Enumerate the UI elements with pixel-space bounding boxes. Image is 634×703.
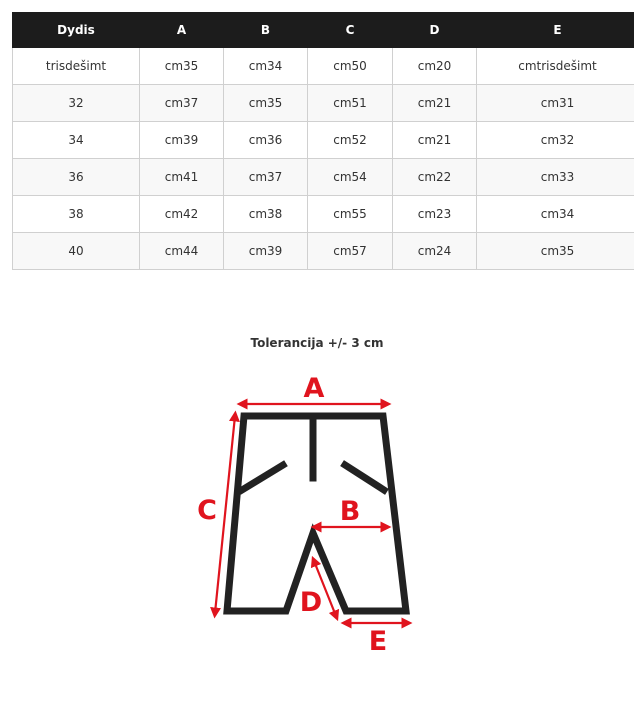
table-header-row [13, 13, 634, 48]
table-row [13, 48, 634, 85]
table-cell: cm50 [308, 48, 393, 85]
table-row [13, 122, 634, 159]
table-cell: cm35 [224, 85, 308, 122]
table-row [13, 233, 634, 270]
label-b: B [339, 496, 361, 527]
table-cell: trisdešimt [13, 48, 140, 85]
label-c: C [197, 495, 217, 526]
table-cell: cm54 [308, 159, 393, 196]
table-row [13, 159, 634, 196]
table-cell: cm35 [140, 48, 224, 85]
header-d: D [393, 13, 477, 48]
table-row [13, 196, 634, 233]
table-cell: 40 [13, 233, 140, 270]
table-cell: cm34 [477, 196, 634, 233]
header-a: A [140, 13, 224, 48]
label-e: E [368, 626, 388, 657]
size-table [12, 12, 634, 270]
table-cell: cm52 [308, 122, 393, 159]
label-d: D [299, 587, 323, 618]
table-cell: cm23 [393, 196, 477, 233]
table-cell: cm39 [140, 122, 224, 159]
table-row [13, 85, 634, 122]
table-cell: cm39 [224, 233, 308, 270]
table-cell: 32 [13, 85, 140, 122]
table-cell: cm24 [393, 233, 477, 270]
table-cell: cm33 [477, 159, 634, 196]
header-b: B [224, 13, 308, 48]
table-cell: cm20 [393, 48, 477, 85]
table-cell: cm55 [308, 196, 393, 233]
table-cell: cm36 [224, 122, 308, 159]
shorts-outline [227, 416, 406, 611]
header-c: C [308, 13, 393, 48]
table-cell: cm22 [393, 159, 477, 196]
table-cell: cm37 [224, 159, 308, 196]
table-cell: cm21 [393, 122, 477, 159]
table-cell: cm34 [224, 48, 308, 85]
table-cell: cm51 [308, 85, 393, 122]
table-cell: 34 [13, 122, 140, 159]
shorts-measurement-diagram [190, 368, 430, 658]
table-cell: cm42 [140, 196, 224, 233]
table-cell: 38 [13, 196, 140, 233]
table-cell: cm41 [140, 159, 224, 196]
table-cell: cm32 [477, 122, 634, 159]
table-cell: cm35 [477, 233, 634, 270]
label-a: A [303, 373, 325, 404]
table-cell: cm21 [393, 85, 477, 122]
table-cell: cm31 [477, 85, 634, 122]
table-cell: cm38 [224, 196, 308, 233]
header-e: E [477, 13, 634, 48]
header-size: Dydis [13, 13, 140, 48]
table-cell: cm37 [140, 85, 224, 122]
tolerance-note: Tolerancija +/- 3 cm [250, 336, 384, 350]
table-cell: cmtrisdešimt [477, 48, 634, 85]
table-cell: cm44 [140, 233, 224, 270]
table-cell: 36 [13, 159, 140, 196]
table-cell: cm57 [308, 233, 393, 270]
